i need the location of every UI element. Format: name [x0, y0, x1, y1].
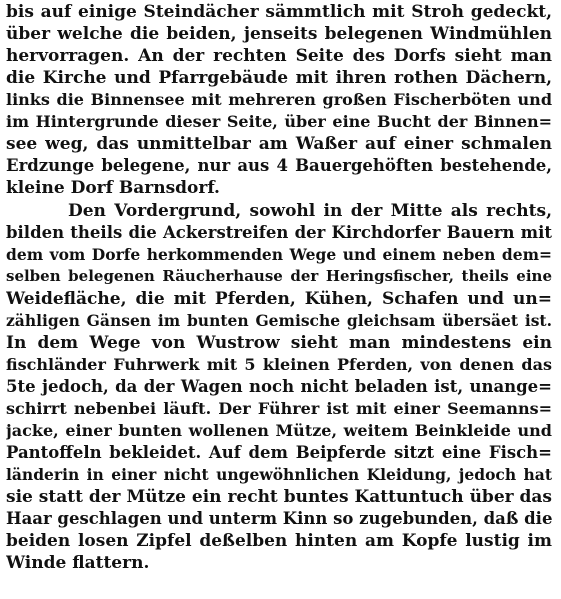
- text-line: links die Binnensee mit mehreren großen Fischerböten und: [6, 90, 552, 109]
- text-line: dem vom Dorfe herkommenden Wege und einem neben dem=: [6, 245, 552, 264]
- text-line: länderin in einer nicht ungewöhnlichen Kleidung, jedoch hat: [6, 465, 552, 484]
- text-line: see weg, das unmittelbar am Waßer auf einer schmalen: [6, 134, 552, 154]
- text-line: schirrt nebenbei läuft. Der Führer ist mit einer Seemanns=: [6, 399, 552, 418]
- text-line: Pantoffeln bekleidet. Auf dem Beipferde sitzt eine Fisch=: [6, 443, 552, 462]
- text-line: Erdzunge belegene, nur aus 4 Bauergehöften bestehende,: [6, 156, 552, 175]
- text-line: hervorragen. An der rechten Seite des Dorfs sieht man: [6, 46, 552, 66]
- text-line: selben belegenen Räucherhause der Heringsfischer, theils eine: [6, 267, 552, 285]
- text-line: Weidefläche, die mit Pferden, Kühen, Schafen und un=: [6, 289, 552, 309]
- text-line: im Hintergrunde dieser Seite, über eine Bucht der Binnen=: [6, 112, 552, 131]
- text-line: beiden losen Zipfel deßelben hinten am Kopfe lustig im: [6, 531, 552, 551]
- text-line: Den Vordergrund, sowohl in der Mitte als rechts,: [68, 201, 552, 221]
- text-line: zähligen Gänsen im bunten Gemische gleichsam übersäet ist.: [6, 311, 552, 330]
- text-line: jacke, einer bunten wollenen Mütze, weitem Beinkleide und: [6, 421, 552, 440]
- text-line: In dem Wege von Wustrow sieht man mindestens ein: [6, 333, 552, 353]
- text-line: 5te jedoch, da der Wagen noch nicht beladen ist, unange=: [6, 377, 552, 396]
- text-line: Haar geschlagen und unterm Kinn so zugebunden, daß die: [6, 509, 552, 528]
- text-line: kleine Dorf Barnsdorf.: [6, 178, 220, 198]
- text-line: bis auf einige Steindächer sämmtlich mit Stroh gedeckt,: [6, 2, 552, 22]
- text-line: die Kirche und Pfarrgebäude mit ihren rothen Dächern,: [6, 68, 552, 88]
- text-line: Winde flattern.: [6, 553, 150, 573]
- text-line: fischländer Fuhrwerk mit 5 kleinen Pferden, von denen das: [6, 355, 552, 374]
- text-line: bilden theils die Ackerstreifen der Kirchdorfer Bauern mit: [6, 223, 552, 242]
- text-line: sie statt der Mütze ein recht buntes Kattuntuch über das: [6, 487, 552, 507]
- text-line: über welche die beiden, jenseits belegenen Windmühlen: [6, 24, 552, 44]
